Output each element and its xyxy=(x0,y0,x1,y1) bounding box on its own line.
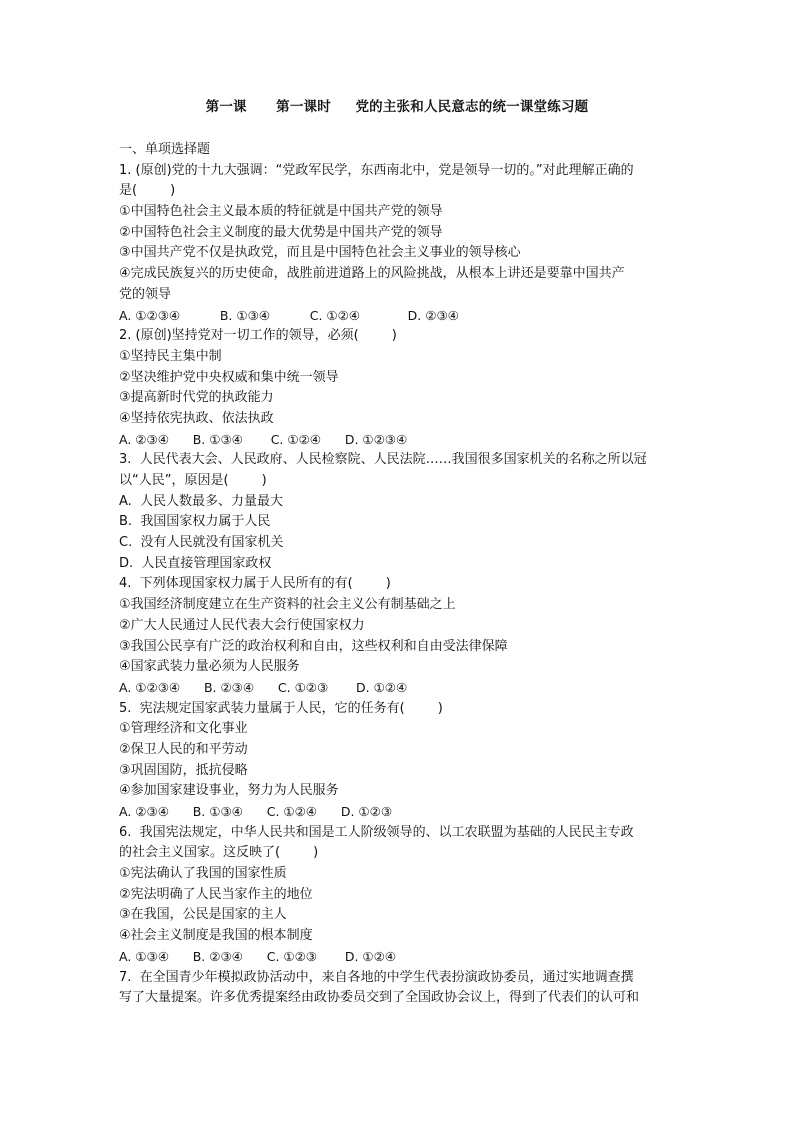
text-line: 写了大量提案。许多优秀提案经由政协委员交到了全国政协会议上，得到了代表们的认可和 xyxy=(119,990,640,1006)
text-line: 以“人民”，原因是( ) xyxy=(119,473,267,488)
text-line: ①坚持民主集中制 xyxy=(119,348,222,364)
text-line: 2. (原创)坚持党对一切工作的领导，必须( ) xyxy=(119,328,397,344)
text-line: ②中国特色社会主义制度的最大优势是中国共产党的领导 xyxy=(119,224,443,240)
text-line: ③中国共产党不仅是执政党，而且是中国特色社会主义事业的领导核心 xyxy=(119,245,521,261)
text-line: ②广大人民通过人民代表大会行使国家权力 xyxy=(119,617,365,633)
text-line: ③巩固国防，抵抗侵略 xyxy=(119,762,248,778)
document-body xyxy=(119,140,679,1009)
text-line: ④国家武装力量必须为人民服务 xyxy=(119,659,300,675)
text-line: ②坚决维护党中央权威和集中统一领导 xyxy=(119,369,339,385)
text-line: ③在我国，公民是国家的主人 xyxy=(119,907,287,923)
answer-options: A. ②③④ B. ①③④ C. ①②④ D. ①②③④ xyxy=(119,431,408,447)
text-line: 1. (原创)党的十九大强调：“党政军民学，东西南北中，党是领导一切的。”对此理解正确的 xyxy=(119,162,634,178)
answer-options: A. ①②③④ B. ①③④ C. ①②④ D. ②③④ xyxy=(119,307,459,323)
text-line: ④参加国家建设事业，努力为人民服务 xyxy=(119,783,339,799)
answer-options: A. ①③④ B. ②③④ C. ①②③ D. ①②④ xyxy=(119,948,397,964)
text-line: ③我国公民享有广泛的政治权利和自由，这些权利和自由受法律保障 xyxy=(119,638,508,654)
text-line: 的社会主义国家。这反映了( ) xyxy=(119,845,319,861)
answer-options: A. ②③④ B. ①③④ C. ①②④ D. ①②③ xyxy=(119,804,393,819)
text-line: ④社会主义制度是我国的根本制度 xyxy=(119,928,313,944)
text-line: 5. 宪法规定国家武装力量属于人民，它的任务有( ) xyxy=(119,700,443,716)
answer-options: A. ①②③④ B. ②③④ C. ①②③ D. ①②④ xyxy=(119,679,408,695)
text-line: ②宪法明确了人民当家作主的地位 xyxy=(119,886,313,902)
text-line: ③提高新时代党的执政能力 xyxy=(119,390,274,406)
text-line: 是( ) xyxy=(119,183,176,199)
text-line: ②保卫人民的和平劳动 xyxy=(119,741,248,757)
text-line: A. 人民人数最多、力量最大 xyxy=(119,493,284,509)
text-line: 3. 人民代表大会、人民政府、人民检察院、人民法院……我国很多国家机关的名称之所以冠 xyxy=(119,452,647,468)
text-line: ①中国特色社会主义最本质的特征就是中国共产党的领导 xyxy=(119,204,443,220)
text-line: ④坚持依宪执政、依法执政 xyxy=(119,410,274,426)
text-line: ①我国经济制度建立在生产资料的社会主义公有制基础之上 xyxy=(119,597,456,613)
text-line: 6. 我国宪法规定，中华人民共和国是工人阶级领导的、以工农联盟为基础的人民民主专政 xyxy=(119,824,634,840)
text-line: 7. 在全国青少年模拟政协活动中，来自各地的中学生代表扮演政协委员，通过实地调查撰 xyxy=(119,969,634,985)
text-line: 4. 下列体现国家权力属于人民所有的有( ) xyxy=(119,576,391,592)
text-line: ①宪法确认了我国的国家性质 xyxy=(119,866,287,882)
text-line: ①管理经济和文化事业 xyxy=(119,721,248,737)
text-line: ④完成民族复兴的历史使命，战胜前进道路上的风险挑战，从根本上讲还是要靠中国共产 xyxy=(119,266,625,282)
section-heading: 一、单项选择题 xyxy=(119,142,211,157)
text-line: C. 没有人民就没有国家机关 xyxy=(119,535,284,551)
document-title: 第一课 第一课时 党的主张和人民意志的统一课堂练习题 xyxy=(205,99,589,115)
text-line: 党的领导 xyxy=(119,286,172,302)
text-line: B. 我国国家权力属于人民 xyxy=(119,514,271,530)
text-line: D. 人民直接管理国家政权 xyxy=(119,555,272,571)
